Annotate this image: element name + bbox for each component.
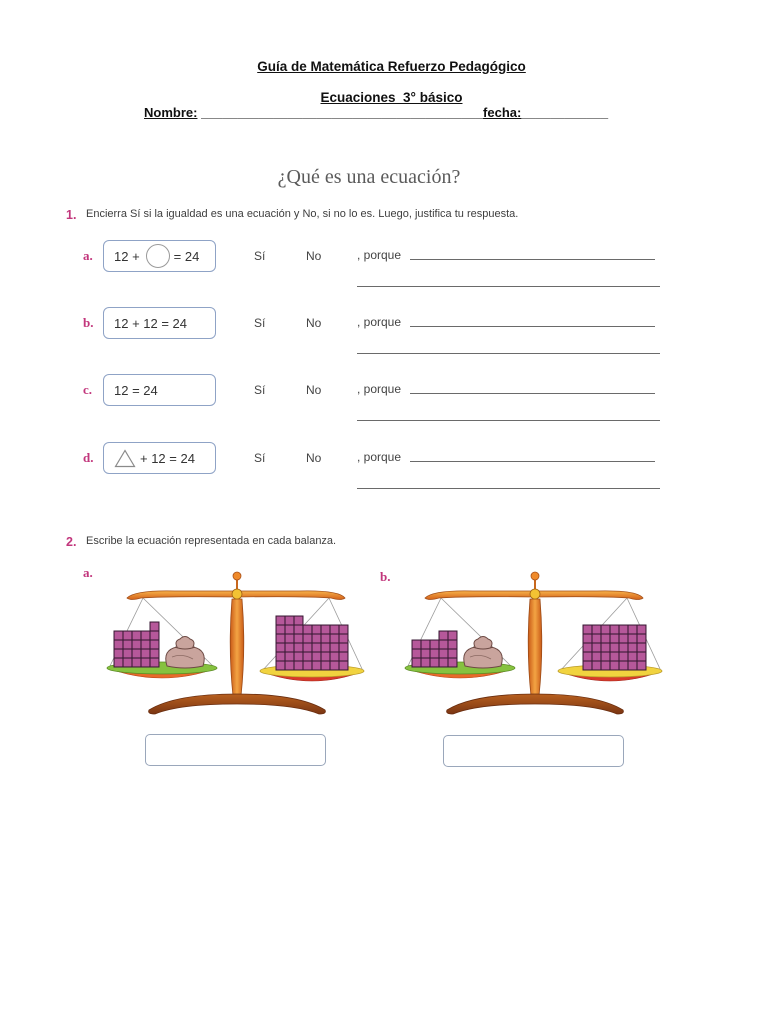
equation-text: 12 = 24 <box>114 382 158 398</box>
item-letter: b. <box>83 315 94 330</box>
equation-text-after: = 24 <box>173 248 200 264</box>
equation-text-after: + 12 = 24 <box>140 450 195 466</box>
scale-base <box>149 694 326 714</box>
answer-line <box>410 461 655 462</box>
option-si: Sí <box>254 451 266 465</box>
document-title-text: Guía de Matemática Refuerzo Pedagógico <box>257 59 526 74</box>
answer-line <box>357 420 660 421</box>
option-si: Sí <box>254 316 266 330</box>
triangle-icon <box>114 449 136 468</box>
answer-line <box>357 353 660 354</box>
because-label: , porque <box>357 248 402 262</box>
scale-base <box>447 694 624 714</box>
answer-line <box>410 326 655 327</box>
exercise-2-instruction: Escribe la ecuación representada en cada balanza. <box>86 535 337 547</box>
answer-box-a <box>145 734 326 766</box>
exercise-1-instruction: Encierra Sí si la igualdad es una ecuación y No, si no lo es. Luego, justifica tu respuesta. <box>86 208 519 220</box>
name-date-row <box>144 105 608 120</box>
exercise-1-item-d <box>80 442 665 492</box>
equation-box <box>103 442 216 474</box>
right-cube-pile <box>583 625 646 670</box>
item-letter: a. <box>83 248 93 263</box>
left-cube-pile <box>114 622 159 667</box>
because-label: , porque <box>357 450 402 464</box>
scale-pillar <box>528 599 542 696</box>
scale-letter-a: a. <box>83 565 93 580</box>
exercise-1-item-b <box>80 307 665 357</box>
option-si: Sí <box>254 249 266 263</box>
money-bag-icon <box>464 637 503 669</box>
equation-text-before: 12 + <box>114 248 140 264</box>
circle-icon <box>146 244 170 268</box>
because-label: , porque <box>357 382 402 396</box>
equation-box <box>103 374 216 406</box>
item-letter: d. <box>83 450 94 465</box>
exercise-1-number: 1. <box>66 208 77 222</box>
exercise-1-item-a <box>80 240 665 290</box>
scale-beam <box>425 572 643 600</box>
scale-beam <box>127 572 345 600</box>
option-no: No <box>306 316 322 330</box>
scale-letter-b: b. <box>380 569 391 584</box>
answer-line <box>410 259 655 260</box>
balance-scale-icon <box>403 568 663 718</box>
answer-line <box>357 286 660 287</box>
left-cube-pile <box>412 631 457 667</box>
balance-scale-icon <box>105 568 365 718</box>
equation-box <box>103 240 216 272</box>
option-no: No <box>306 383 322 397</box>
name-label: Nombre: <box>144 105 198 120</box>
date-blank: ____________ <box>521 105 609 120</box>
name-blank: _______________________________________ <box>197 105 484 120</box>
scale-pillar <box>230 599 244 696</box>
equation-box <box>103 307 216 339</box>
exercise-2-number: 2. <box>66 535 77 549</box>
equation-text: 12 + 12 = 24 <box>114 315 188 331</box>
answer-box-b <box>443 735 624 767</box>
document-subtitle-text: Ecuaciones 3° básico <box>320 90 463 105</box>
answer-line <box>410 393 655 394</box>
date-label: fecha: <box>483 105 522 120</box>
option-si: Sí <box>254 383 266 397</box>
item-letter: c. <box>83 382 93 397</box>
exercise-1-item-c <box>80 374 665 424</box>
because-label: , porque <box>357 315 402 329</box>
answer-line <box>357 488 660 489</box>
option-no: No <box>306 451 322 465</box>
section-title: ¿Qué es una ecuación? <box>277 166 461 188</box>
option-no: No <box>306 249 322 263</box>
right-cube-pile <box>276 616 348 670</box>
money-bag-icon <box>166 637 205 669</box>
